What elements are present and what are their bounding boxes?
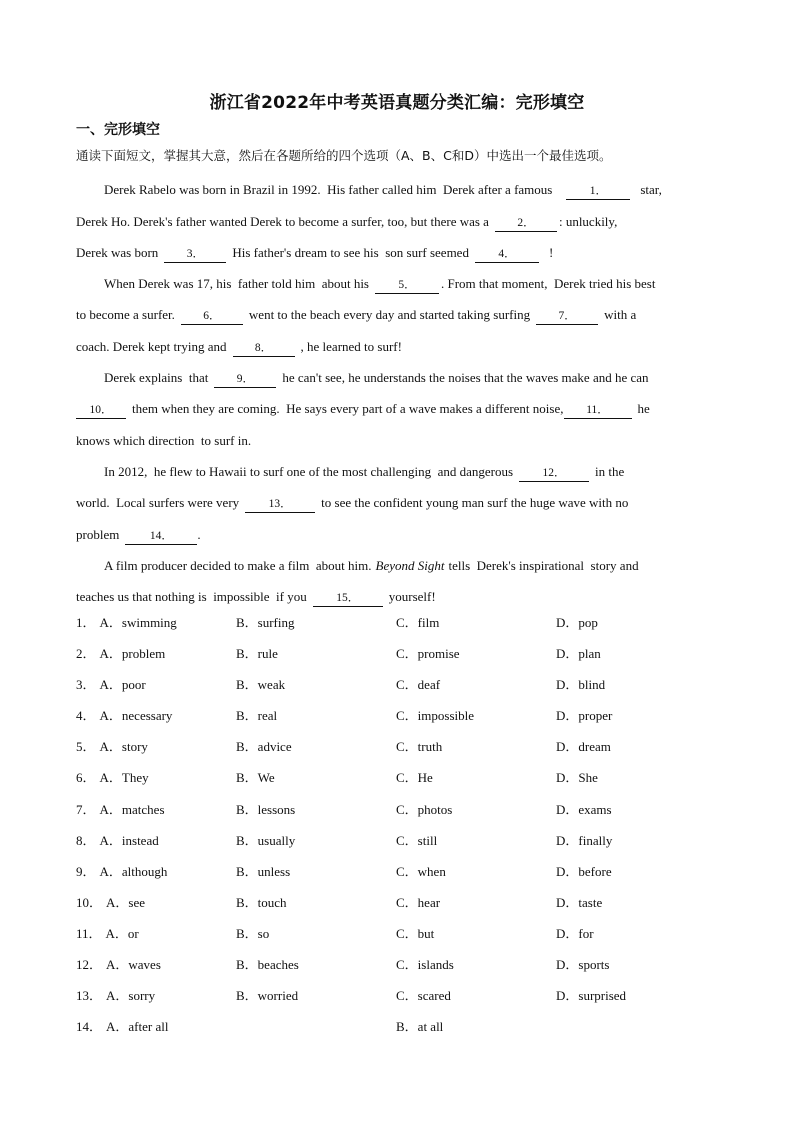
question-number: 10． (76, 894, 103, 910)
question-row (76, 797, 716, 828)
option-b[interactable]: B．unless (236, 863, 291, 879)
passage-text: In 2012, he flew to Hawaii to surf one of the most challenging and dangerous (104, 463, 514, 479)
option-c[interactable]: C．film (396, 615, 440, 630)
blank-12: 12． (519, 465, 589, 482)
question-7 (76, 797, 165, 823)
option-c[interactable]: C．truth (396, 739, 443, 755)
blank-3: 3． (164, 246, 226, 263)
option-b[interactable]: B．touch (236, 894, 287, 910)
option-d[interactable]: D．dream (556, 739, 611, 755)
question-number: 13． (76, 988, 103, 1004)
option-b[interactable]: B．worried (236, 988, 299, 1004)
question-number: 7． (76, 801, 96, 817)
passage-text: Derek was born (76, 244, 159, 260)
passage-line (76, 203, 714, 234)
question-10 (76, 890, 145, 916)
blank-9: 9． (214, 371, 276, 388)
blank-10: 10． (76, 402, 126, 419)
passage-line (76, 328, 714, 359)
passage-text: coach. Derek kept trying and (76, 338, 227, 354)
passage-text: them when they are coming. He says every part of a wave makes a different noise, (132, 401, 564, 417)
passage-text: His father's dream to see his son surf seemed (232, 244, 469, 260)
passage-text: Derek Ho. Derek's father wanted Derek to become a surfer, too, but there was a (76, 213, 489, 229)
passage-text: knows which direction to surf in. (76, 432, 252, 448)
question-3 (76, 672, 146, 698)
option-c[interactable]: C．promise (396, 646, 460, 662)
question-number: 5． (76, 739, 96, 755)
section-heading: 一、完形填空 (76, 122, 160, 138)
option-d[interactable]: D．before (556, 863, 612, 879)
question-row (76, 703, 716, 734)
option-c[interactable]: C．but (396, 925, 435, 941)
passage-text: . From that moment, Derek tried his best (441, 276, 656, 292)
option-b[interactable]: B．surfing (236, 615, 295, 630)
passage-text: Derek explains that (104, 370, 209, 386)
question-row (76, 983, 716, 1014)
passage-text: . (197, 526, 201, 542)
question-11 (76, 921, 139, 947)
option-d[interactable]: D．plan (556, 646, 601, 662)
option-a[interactable]: A．They (99, 770, 149, 786)
option-d[interactable]: D．exams (556, 801, 612, 817)
question-14 (76, 1014, 168, 1040)
option-a[interactable]: A．although (99, 863, 168, 879)
option-a[interactable]: A．sorry (106, 988, 156, 1004)
option-c[interactable]: C．He (396, 770, 433, 786)
passage-line (76, 360, 714, 391)
question-1 (76, 610, 177, 636)
question-number: 14． (76, 1019, 103, 1035)
option-b[interactable]: B．so (236, 925, 270, 941)
blank-11: 11． (564, 402, 632, 419)
option-a[interactable]: A．story (99, 739, 148, 755)
question-row (76, 859, 716, 890)
question-13 (76, 983, 155, 1009)
question-number: 6． (76, 770, 96, 786)
question-row (76, 1014, 716, 1045)
option-a[interactable]: A．matches (99, 801, 165, 817)
passage-line (76, 266, 714, 297)
question-number: 8． (76, 832, 96, 848)
option-a[interactable]: A．instead (99, 832, 159, 848)
passage-text: yourself! (388, 589, 436, 605)
question-row (76, 610, 716, 641)
blank-5: 5． (375, 277, 439, 294)
question-2 (76, 641, 165, 667)
question-row (76, 828, 716, 859)
option-c[interactable]: C．impossible (396, 708, 475, 724)
question-6 (76, 765, 149, 791)
question-number: 1． (76, 615, 96, 630)
passage-line (76, 548, 714, 579)
passage-text: in the (595, 463, 625, 479)
option-c[interactable]: C．islands (396, 957, 454, 973)
passage-text: world. Local surfers were very (76, 495, 240, 511)
question-row (76, 765, 716, 796)
film-title: Beyond Sight (375, 557, 445, 573)
question-number: 4． (76, 708, 96, 724)
passage-line (76, 485, 714, 516)
question-row (76, 641, 716, 672)
passage-text: teaches us that nothing is impossible if you (76, 589, 307, 605)
passage-text: tells Derek's inspirational story and (448, 557, 639, 573)
option-d[interactable]: D．She (556, 770, 598, 786)
passage-text: went to the beach every day and started taking surfing (248, 307, 531, 323)
option-a[interactable]: A．necessary (99, 708, 173, 724)
option-d[interactable]: D．for (556, 925, 594, 941)
blank-2: 2． (495, 215, 557, 232)
question-number: 9． (76, 863, 96, 879)
blank-14: 14． (125, 528, 197, 545)
passage-line (76, 516, 714, 547)
option-c[interactable]: C．still (396, 832, 438, 848)
passage-line (76, 579, 714, 610)
options-list (76, 610, 716, 1045)
passage-text: A film producer decided to make a film about him. (104, 557, 372, 573)
option-d[interactable]: D．taste (556, 894, 603, 910)
question-8 (76, 828, 159, 854)
option-c[interactable]: C．hear (396, 894, 441, 910)
option-a[interactable]: A．see (106, 894, 146, 910)
option-b[interactable]: B．weak (236, 677, 286, 693)
question-5 (76, 734, 148, 760)
option-b[interactable]: B．usually (236, 832, 296, 848)
blank-6: 6． (181, 308, 243, 325)
option-b[interactable]: B．rule (236, 646, 278, 662)
blank-8: 8． (233, 340, 295, 357)
instructions: 通读下面短文，掌握其大意，然后在各题所给的四个选项（A、B、C和D）中选出一个最佳选项。 (76, 148, 612, 163)
passage-line (76, 297, 714, 328)
passage-line (76, 172, 714, 203)
option-d[interactable]: D．proper (556, 708, 613, 724)
blank-1: 1． (566, 183, 630, 200)
passage-line (76, 391, 714, 422)
passage-text: star, (640, 182, 662, 198)
passage-text: Derek Rabelo was born in Brazil in 1992. His father called him Derek after a famous (104, 182, 553, 198)
passage-text: When Derek was 17, his father told him about his (104, 276, 369, 292)
blank-4: 4． (475, 246, 539, 263)
option-d[interactable]: D．blind (556, 677, 606, 693)
question-row (76, 672, 716, 703)
option-d[interactable]: D．finally (556, 832, 613, 848)
option-b[interactable]: B．beaches (236, 957, 299, 973)
option-b[interactable]: B．real (236, 708, 278, 724)
blank-7: 7． (536, 308, 598, 325)
passage-text: he (637, 401, 650, 417)
option-b[interactable]: B．We (236, 770, 275, 786)
passage-text: , he learned to surf! (300, 338, 402, 354)
option-d[interactable]: D．pop (556, 615, 598, 630)
passage-text: with a (604, 307, 637, 323)
option-a[interactable]: A．waves (106, 957, 161, 973)
passage (76, 172, 714, 610)
option-a[interactable]: A．after all (106, 1019, 169, 1035)
option-c[interactable]: C．when (396, 863, 446, 879)
passage-text: to see the confident young man surf the huge wave with no (321, 495, 629, 511)
option-a[interactable]: A．or (105, 925, 139, 941)
question-row (76, 890, 716, 921)
option-a[interactable]: A．swimming (99, 615, 177, 630)
question-9 (76, 859, 167, 885)
question-12 (76, 952, 161, 978)
passage-line (76, 422, 714, 453)
passage-line (76, 454, 714, 485)
passage-text: problem (76, 526, 120, 542)
option-a[interactable]: A．poor (99, 677, 146, 693)
question-number: 11． (76, 925, 102, 941)
passage-text: : unluckily, (558, 213, 618, 229)
question-number: 12． (76, 957, 103, 973)
question-row (76, 734, 716, 765)
option-b[interactable]: B．lessons (236, 801, 296, 817)
option-a[interactable]: A．problem (99, 646, 166, 662)
option-b[interactable]: B．at all (396, 1019, 444, 1035)
passage-text: he can't see, he understands the noises that the waves make and he can (282, 370, 649, 386)
option-d[interactable]: D．surprised (556, 988, 627, 1004)
passage-line (76, 235, 714, 266)
passage-text: to become a surfer. (76, 307, 175, 323)
option-d[interactable]: D．sports (556, 957, 610, 973)
option-c[interactable]: C．photos (396, 801, 453, 817)
option-b[interactable]: B．advice (236, 739, 292, 755)
passage-text: ! (548, 244, 554, 260)
question-row (76, 952, 716, 983)
blank-13: 13． (245, 496, 315, 513)
question-number: 2． (76, 646, 96, 662)
question-number: 3． (76, 677, 96, 693)
page-title: 浙江省2022年中考英语真题分类汇编：完形填空 (209, 93, 585, 113)
option-c[interactable]: C．deaf (396, 677, 441, 693)
question-4 (76, 703, 172, 729)
option-c[interactable]: C．scared (396, 988, 451, 1004)
question-row (76, 921, 716, 952)
blank-15: 15． (313, 590, 383, 607)
